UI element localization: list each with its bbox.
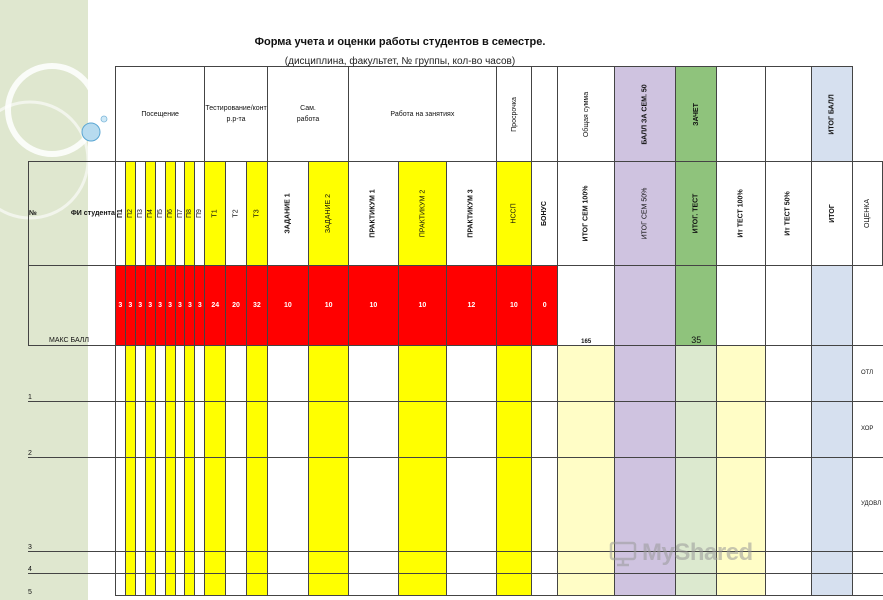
max-task2: 10 bbox=[309, 266, 349, 346]
max-p7: 3 bbox=[175, 266, 185, 346]
group-testing-line1: Тестирование/конт bbox=[205, 105, 267, 112]
max-task1: 10 bbox=[267, 266, 308, 346]
max-t1: 24 bbox=[205, 266, 226, 346]
max-t3: 32 bbox=[246, 266, 267, 346]
row-2-grade: ХОР bbox=[860, 426, 874, 432]
max-practicum1: 10 bbox=[349, 266, 398, 346]
max-p6: 3 bbox=[165, 266, 175, 346]
header-grade: ОЦЕНКА bbox=[864, 198, 872, 229]
header-p1: П1 bbox=[116, 209, 124, 218]
group-attendance: Посещение bbox=[115, 67, 204, 162]
row-4-num: 4 bbox=[28, 566, 32, 573]
max-total-sum: 165 bbox=[558, 266, 615, 346]
header-total: ИТОГ bbox=[828, 204, 836, 223]
group-testing bbox=[205, 67, 267, 162]
header-final-test: ИТОГ. ТЕСТ bbox=[692, 193, 700, 234]
group-sem-score-50: БАЛЛ ЗА СЕМ. 50 bbox=[641, 83, 649, 145]
max-nssp: 10 bbox=[496, 266, 532, 346]
header-p7: П7 bbox=[176, 209, 184, 218]
max-p4: 3 bbox=[145, 266, 155, 346]
max-p2: 3 bbox=[125, 266, 135, 346]
group-final-score: ИТОГ БАЛЛ bbox=[828, 93, 836, 135]
row-5-num: 5 bbox=[28, 588, 32, 596]
header-student-name: ФИ студента bbox=[70, 210, 115, 217]
header-t2: Т2 bbox=[232, 209, 240, 218]
max-p1: 3 bbox=[115, 266, 125, 346]
row-3-grade: УДОВЛ bbox=[860, 501, 882, 507]
header-practicum3: ПРАКТИКУМ 3 bbox=[467, 189, 475, 238]
group-self-work bbox=[267, 67, 348, 162]
page-title: Форма учета и оценки работы студентов в семестре. bbox=[254, 36, 546, 48]
group-testing-line2: р.р-та bbox=[226, 116, 246, 123]
group-self-work-line1: Сам. bbox=[300, 105, 316, 112]
group-overdue: Просрочка bbox=[510, 96, 518, 132]
grade-table bbox=[28, 66, 883, 596]
max-score-label: МАКС БАЛЛ bbox=[29, 266, 116, 346]
max-bonus: 0 bbox=[532, 266, 558, 346]
group-zachet: ЗАЧЕТ bbox=[692, 102, 700, 126]
header-test-100: Ит ТЕСТ 100% bbox=[737, 189, 745, 238]
header-p5: П5 bbox=[156, 209, 164, 218]
group-total-sum: Общая сумма bbox=[582, 91, 590, 137]
header-practicum2: ПРАКТИКУМ 2 bbox=[418, 189, 426, 238]
max-p5: 3 bbox=[155, 266, 165, 346]
header-p8: П8 bbox=[186, 209, 194, 218]
watermark-text: MyShared bbox=[642, 539, 753, 566]
header-task2: ЗАДАНИЕ 2 bbox=[325, 193, 333, 234]
header-p3: П3 bbox=[136, 209, 144, 218]
max-practicum3: 12 bbox=[447, 266, 496, 346]
max-sem-50: 35 bbox=[676, 266, 717, 346]
header-test-50: Ит ТЕСТ 50% bbox=[785, 191, 793, 236]
header-p9: П9 bbox=[196, 209, 204, 218]
header-practicum1: ПРАКТИКУМ 1 bbox=[369, 189, 377, 238]
group-self-work-line2: работа bbox=[296, 116, 320, 123]
header-t3: Т3 bbox=[253, 209, 261, 218]
header-nssp: НССП bbox=[510, 203, 518, 224]
page-subtitle: (дисциплина, факультет, № группы, кол-во часов) bbox=[284, 56, 516, 67]
row-1-num: 1 bbox=[28, 394, 32, 401]
max-p9: 3 bbox=[195, 266, 205, 346]
header-task1: ЗАДАНИЕ 1 bbox=[284, 193, 292, 234]
max-p3: 3 bbox=[135, 266, 145, 346]
header-p6: П6 bbox=[166, 209, 174, 218]
max-practicum2: 10 bbox=[398, 266, 447, 346]
header-sem-50: ИТОГ СЕМ 50% bbox=[641, 187, 649, 240]
presentation-icon bbox=[608, 538, 638, 568]
header-p4: П4 bbox=[146, 209, 154, 218]
row-3-num: 3 bbox=[28, 544, 32, 551]
watermark bbox=[608, 538, 753, 568]
group-classwork: Работа на занятиях bbox=[349, 67, 496, 162]
header-p2: П2 bbox=[126, 209, 134, 218]
header-sem-100: ИТОГ СЕМ 100% bbox=[582, 185, 590, 242]
max-p8: 3 bbox=[185, 266, 195, 346]
row-2-num: 2 bbox=[28, 450, 32, 457]
row-1-grade: ОТЛ bbox=[860, 370, 874, 376]
header-bonus: БОНУС bbox=[541, 201, 549, 226]
header-student bbox=[29, 162, 116, 266]
header-num: № bbox=[29, 210, 37, 217]
max-t2: 20 bbox=[226, 266, 247, 346]
header-t1: Т1 bbox=[211, 209, 219, 218]
